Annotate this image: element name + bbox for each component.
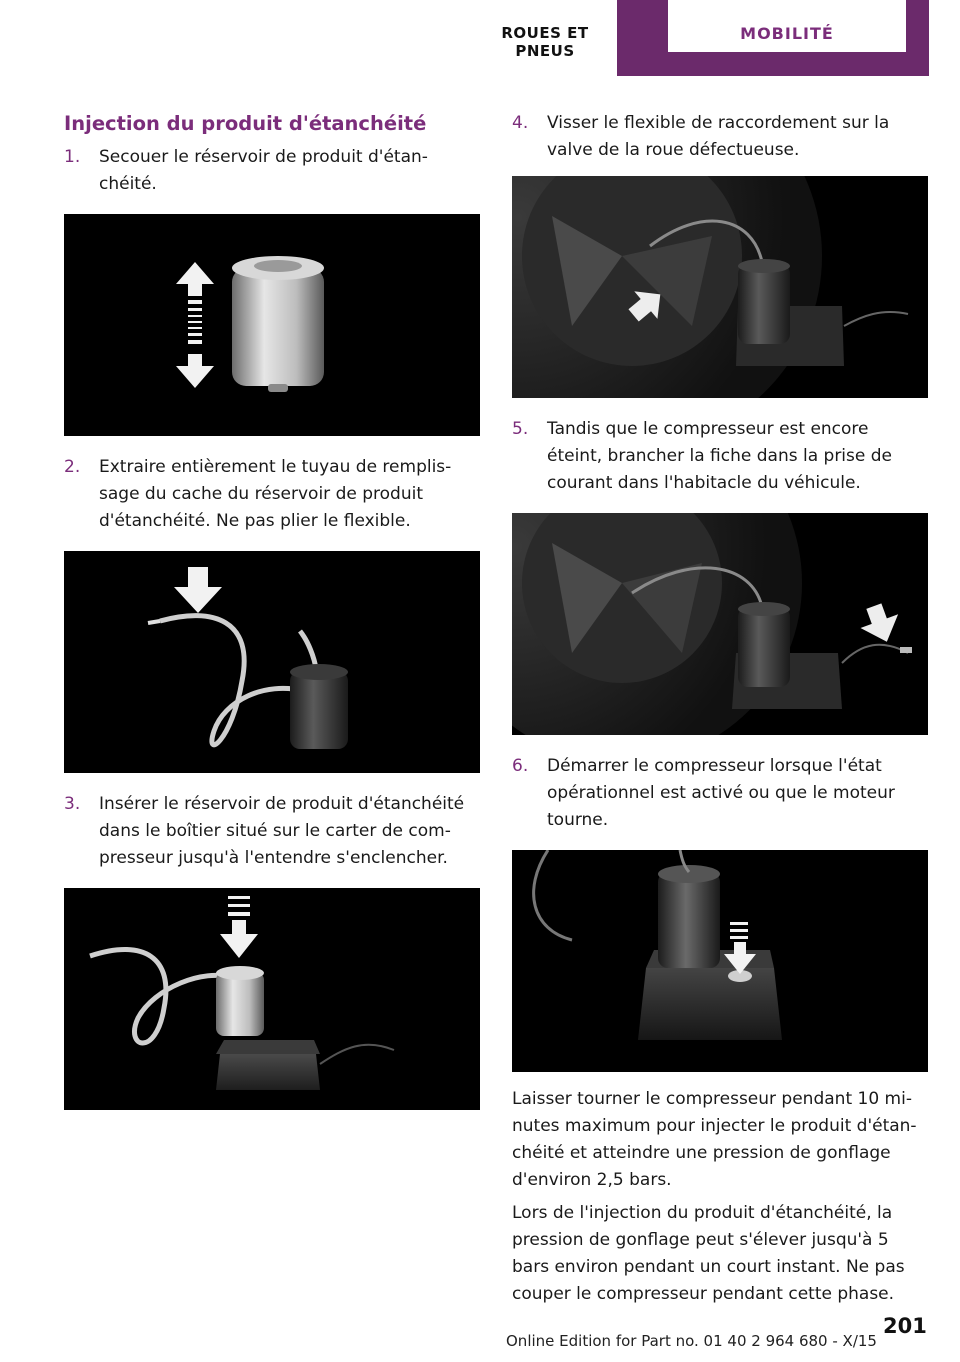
paragraph-line: chéité et atteindre une pression de gonflage bbox=[512, 1143, 891, 1163]
figure-extract-hose bbox=[64, 551, 480, 773]
step-number: 3. bbox=[64, 794, 81, 814]
step-2 bbox=[64, 454, 480, 535]
step-number: 2. bbox=[64, 457, 81, 477]
step-4 bbox=[512, 110, 928, 164]
step-line: opérationnel est activé ou que le moteur bbox=[547, 783, 895, 803]
step-line: Insérer le réservoir de produit d'étanchéité bbox=[99, 794, 465, 814]
step-text bbox=[99, 454, 480, 535]
paragraph-line: Lors de l'injection du produit d'étanchéité, la bbox=[512, 1203, 893, 1223]
step-line: courant dans l'habitacle du véhicule. bbox=[547, 473, 861, 493]
right-column bbox=[512, 110, 928, 1308]
paragraph-line: bars environ pendant un court instant. Ne pas bbox=[512, 1257, 905, 1277]
step-1 bbox=[64, 144, 480, 198]
figure-plug-power bbox=[512, 513, 928, 735]
step-line: d'étanchéité. Ne pas plier le flexible. bbox=[99, 511, 411, 531]
figure-start-compressor bbox=[512, 850, 928, 1072]
step-line: Secouer le réservoir de produit d'étan- bbox=[99, 147, 428, 167]
step-line: tourne. bbox=[547, 810, 609, 830]
step-line: éteint, brancher la fiche dans la prise de bbox=[547, 446, 892, 466]
step-number: 6. bbox=[512, 756, 529, 776]
step-text bbox=[547, 416, 928, 497]
step-line: valve de la roue défectueuse. bbox=[547, 140, 800, 160]
paragraph-line: nutes maximum pour injecter le produit d'étan- bbox=[512, 1116, 917, 1136]
page-number: 201 bbox=[883, 1314, 927, 1338]
step-line: Démarrer le compresseur lorsque l'état bbox=[547, 756, 882, 776]
step-line: presseur jusqu'à l'entendre s'enclencher. bbox=[99, 848, 448, 868]
step-number: 1. bbox=[64, 147, 81, 167]
step-line: sage du cache du réservoir de produit bbox=[99, 484, 423, 504]
step-text bbox=[99, 791, 480, 872]
paragraph bbox=[512, 1086, 928, 1194]
step-5 bbox=[512, 416, 928, 497]
paragraph-block bbox=[512, 1086, 928, 1308]
section-heading: Injection du produit d'étanchéité bbox=[64, 112, 427, 135]
left-column bbox=[64, 110, 480, 1110]
step-line: Tandis que le compresseur est encore bbox=[547, 419, 869, 439]
chapter-title: MOBILITÉ bbox=[740, 24, 834, 43]
paragraph-line: d'environ 2,5 bars. bbox=[512, 1170, 672, 1190]
figure-connect-valve bbox=[512, 176, 928, 398]
edition-footer: Online Edition for Part no. 01 40 2 964 680 - X/15 bbox=[506, 1332, 877, 1350]
step-line: dans le boîtier situé sur le carter de com- bbox=[99, 821, 451, 841]
section-title: ROUES ET PNEUS bbox=[501, 24, 589, 60]
step-number: 4. bbox=[512, 113, 529, 133]
step-text bbox=[99, 144, 480, 198]
step-6 bbox=[512, 753, 928, 834]
figure-insert-bottle bbox=[64, 888, 480, 1110]
paragraph bbox=[512, 1200, 928, 1308]
paragraph-line: Laisser tourner le compresseur pendant 10 mi- bbox=[512, 1089, 912, 1109]
step-line: Extraire entièrement le tuyau de remplis- bbox=[99, 457, 452, 477]
step-number: 5. bbox=[512, 419, 529, 439]
step-text bbox=[547, 110, 928, 164]
step-text bbox=[547, 753, 928, 834]
paragraph-line: couper le compresseur pendant cette phase. bbox=[512, 1284, 895, 1304]
step-3 bbox=[64, 791, 480, 872]
step-line: Visser le flexible de raccordement sur la bbox=[547, 113, 890, 133]
figure-shake-sealant-bottle bbox=[64, 214, 480, 436]
paragraph-line: pression de gonflage peut s'élever jusqu'à 5 bbox=[512, 1230, 889, 1250]
step-line: chéité. bbox=[99, 174, 157, 194]
